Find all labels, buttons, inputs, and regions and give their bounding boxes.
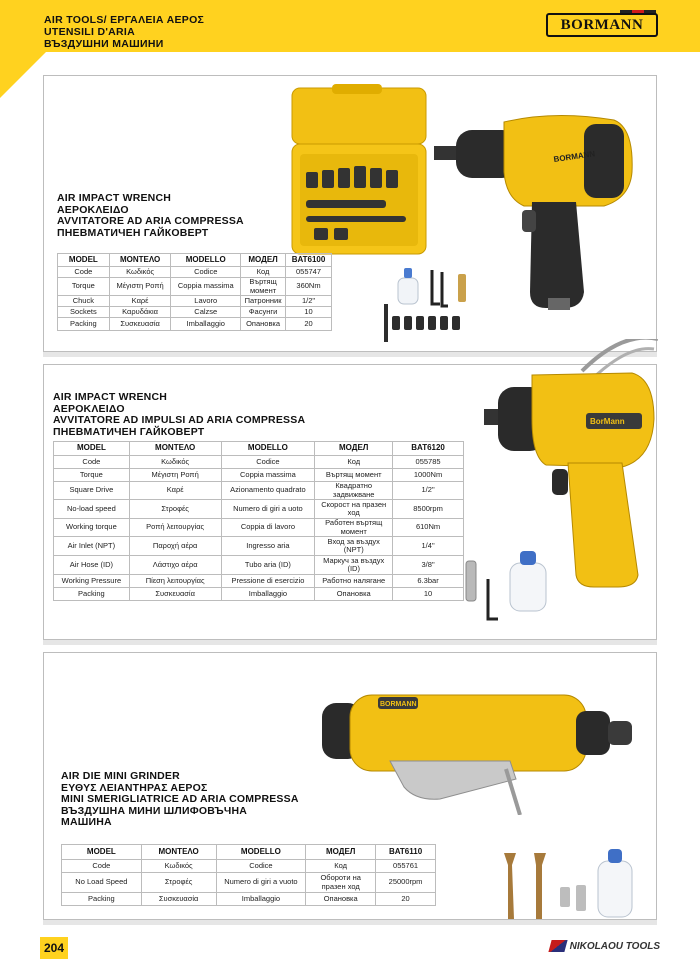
spec-row — [54, 519, 464, 537]
title-line-it: AVVITATORE AD IMPULSI AD ARIA COMPRESSA — [53, 414, 306, 426]
spec-cell: Работен въртящ момент — [315, 519, 393, 537]
spec-cell: Καρέ — [109, 296, 171, 307]
spec-header-cell: ΜΟΝΤΕΛΟ — [129, 442, 221, 456]
spec-cell: Packing — [54, 588, 130, 601]
spec-cell: 610Nm — [393, 519, 464, 537]
spec-cell: Ροπή λειτουργίας — [129, 519, 221, 537]
spec-cell: Κωδικός — [109, 267, 171, 278]
spec-cell: Ingresso aria — [221, 537, 315, 556]
spec-cell: Coppia massima — [221, 469, 315, 482]
spec-cell: Код — [241, 267, 286, 278]
spec-cell: 055785 — [393, 456, 464, 469]
spec-cell: Патронник — [241, 296, 286, 307]
spec-row — [54, 456, 464, 469]
spec-cell: Вход за въздух (NPT) — [315, 537, 393, 556]
title-line-el: ΑΕΡΟΚΛΕΙΔΟ — [57, 203, 129, 216]
spec-cell: Imballaggio — [171, 318, 241, 331]
spec-cell: Στροφές — [129, 500, 221, 519]
accessories-oil-bottle-hex-keys-sockets — [382, 266, 494, 346]
spec-header-cell: MODEL — [54, 442, 130, 456]
spec-cell: Καρέ — [129, 482, 221, 500]
spec-cell: Κωδικός — [141, 860, 216, 873]
spec-cell: Torque — [54, 469, 130, 482]
title-line-bg: ПНЕВМАТИЧЕН ГАЙКОВЕРТ — [57, 226, 209, 239]
spec-cell: Λάστιχο αέρα — [129, 556, 221, 575]
spec-row — [58, 318, 332, 331]
spec-cell: 25000rpm — [376, 873, 436, 893]
spec-table-bat6100 — [57, 253, 332, 331]
spec-header-cell: МОДЕЛ — [306, 845, 376, 860]
spec-header-cell: МОДЕЛ — [315, 442, 393, 456]
product-title-bat6120 — [53, 392, 305, 438]
category-line-2: UTENSILI D'ARIA — [44, 26, 135, 38]
spec-cell: Azionamento quadrato — [221, 482, 315, 500]
title-line-it: MINI SMERIGLIATRICE AD ARIA COMPRESSA — [61, 793, 299, 805]
spec-cell: Код — [306, 860, 376, 873]
spec-table-bat6110 — [61, 844, 436, 906]
accessories-fitting-hex-key-oil-bottle — [462, 545, 552, 627]
spec-cell: Pressione di esercizio — [221, 575, 315, 588]
spec-cell: Работно налягане — [315, 575, 393, 588]
spec-header-row — [62, 845, 436, 860]
spec-row — [62, 860, 436, 873]
spec-row — [54, 537, 464, 556]
title-line-bg: ВЪЗДУШНА МИНИ ШЛИФОВЪЧНА — [61, 804, 248, 817]
spec-cell: Square Drive — [54, 482, 130, 500]
spec-cell: Опановка — [241, 318, 286, 331]
spec-cell: 20 — [376, 893, 436, 906]
spec-cell: Скорост на празен ход — [315, 500, 393, 519]
spec-cell: 10 — [286, 307, 332, 318]
category-line-3: ВЪЗДУШНИ МАШИНИ — [44, 38, 164, 50]
spec-header-cell: ΜΟΝΤΕΛΟ — [141, 845, 216, 860]
spec-cell: Опановка — [306, 893, 376, 906]
spec-cell: Air Inlet (NPT) — [54, 537, 130, 556]
spec-header-cell: MODELLO — [221, 442, 315, 456]
spec-cell: Фасунги — [241, 307, 286, 318]
spec-cell: Code — [54, 456, 130, 469]
spec-header-row — [58, 254, 332, 267]
spec-cell: Καρυδάκια — [109, 307, 171, 318]
spec-cell: 360Nm — [286, 278, 332, 296]
spec-cell: Πίεση λειτουργίας — [129, 575, 221, 588]
spec-header-cell: BAT6110 — [376, 845, 436, 860]
spec-cell: Παροχή αέρα — [129, 537, 221, 556]
spec-cell: Μέγιστη Ροπή — [109, 278, 171, 296]
spec-row — [58, 296, 332, 307]
accessories-wrenches-collets-oil-bottle — [496, 849, 636, 921]
spec-row — [62, 893, 436, 906]
spec-cell: Въртящ момент — [315, 469, 393, 482]
nikolaou-logo-mark — [548, 940, 567, 952]
category-line-1: AIR TOOLS/ ΕΡΓΑΛΕΙΑ ΑΕΡΟΣ — [44, 14, 205, 26]
spec-table-body — [62, 845, 436, 906]
spec-row — [62, 873, 436, 893]
spec-cell: Въртящ момент — [241, 278, 286, 296]
spec-cell: Working torque — [54, 519, 130, 537]
product-card-bat6120 — [43, 364, 657, 640]
spec-cell: 8500rpm — [393, 500, 464, 519]
title-line-bg-cont: МАШИНА — [61, 816, 112, 828]
spec-cell: Chuck — [58, 296, 110, 307]
spec-cell: Coppia massima — [171, 278, 241, 296]
spec-row — [58, 307, 332, 318]
spec-cell: Sockets — [58, 307, 110, 318]
spec-row — [54, 469, 464, 482]
spec-cell: Coppia di lavoro — [221, 519, 315, 537]
wrench1-brand-label: BORMANN — [553, 149, 596, 164]
spec-cell: 1/2" — [393, 482, 464, 500]
spec-cell: Маркуч за въздух (ID) — [315, 556, 393, 575]
title-line-el: ΕΥΘΥΣ ΛΕΙΑΝΤΗΡΑΣ ΑΕΡΟΣ — [61, 781, 208, 794]
spec-cell: Torque — [58, 278, 110, 296]
spec-cell: Συσκευασία — [141, 893, 216, 906]
spec-cell: Συσκευασία — [109, 318, 171, 331]
spec-cell: Μέγιστη Ροπή — [129, 469, 221, 482]
wrench2-brand-label: BorMann — [590, 417, 625, 426]
spec-header-cell: MODEL — [62, 845, 142, 860]
spec-cell: Air Hose (ID) — [54, 556, 130, 575]
product-card-bat6110 — [43, 652, 657, 920]
spec-header-cell: MODELLO — [216, 845, 306, 860]
title-line-bg: ПНЕВМАТИЧЕН ГАЙКОВЕРТ — [53, 425, 205, 438]
spec-row — [58, 267, 332, 278]
spec-cell: Numero di giri a uoto — [221, 500, 315, 519]
die-grinder-image — [320, 665, 650, 815]
title-line-en: AIR IMPACT WRENCH — [57, 192, 172, 204]
spec-cell: Working Pressure — [54, 575, 130, 588]
spec-table-bat6120 — [53, 441, 464, 601]
toolbox-with-sockets-image — [284, 82, 434, 260]
spec-cell: Обороти на празен ход — [306, 873, 376, 893]
spec-cell: 1000Nm — [393, 469, 464, 482]
spec-cell: 6.3bar — [393, 575, 464, 588]
spec-cell: Lavoro — [171, 296, 241, 307]
spec-cell: Imballaggio — [216, 893, 306, 906]
spec-cell: 20 — [286, 318, 332, 331]
spec-cell: Code — [58, 267, 110, 278]
spec-row — [54, 500, 464, 519]
spec-header-cell: MODEL — [58, 254, 110, 267]
spec-cell: Συσκευασία — [129, 588, 221, 601]
spec-row — [54, 588, 464, 601]
product-card-bat6100 — [43, 75, 657, 352]
product-title-bat6100 — [57, 193, 244, 239]
spec-row — [54, 575, 464, 588]
spec-table-body — [54, 442, 464, 601]
title-line-it: AVVITATORE AD ARIA COMPRESSA — [57, 215, 244, 227]
title-line-en: AIR IMPACT WRENCH — [53, 391, 168, 403]
spec-row — [54, 482, 464, 500]
spec-cell: 055747 — [286, 267, 332, 278]
spec-cell: 1/2" — [286, 296, 332, 307]
spec-table-body — [58, 254, 332, 331]
spec-cell: Codice — [171, 267, 241, 278]
spec-cell: Packing — [58, 318, 110, 331]
spec-cell: Codice — [221, 456, 315, 469]
spec-cell: 055761 — [376, 860, 436, 873]
spec-cell: 1/4" — [393, 537, 464, 556]
spec-cell: Στροφές — [141, 873, 216, 893]
spec-cell: No Load Speed — [62, 873, 142, 893]
spec-cell: Код — [315, 456, 393, 469]
spec-cell: Code — [62, 860, 142, 873]
spec-cell: 3/8" — [393, 556, 464, 575]
spec-header-cell: MODELLO — [171, 254, 241, 267]
spec-row — [58, 278, 332, 296]
grinder-brand-label: BORMANN — [380, 701, 417, 708]
product-title-bat6110 — [61, 771, 299, 829]
title-line-en: AIR DIE MINI GRINDER — [61, 770, 180, 782]
spec-cell: Опановка — [315, 588, 393, 601]
page-number: 204 — [40, 937, 68, 959]
bormann-logo: BORMANN — [546, 13, 658, 37]
spec-cell: Imballaggio — [221, 588, 315, 601]
footer-brand-label: NIKOLAOU TOOLS — [569, 940, 660, 952]
spec-cell: No-load speed — [54, 500, 130, 519]
title-line-el: ΑΕΡΟΚΛΕΙΔΟ — [53, 402, 125, 415]
spec-cell: Codice — [216, 860, 306, 873]
spec-cell: Tubo aria (ID) — [221, 556, 315, 575]
spec-header-cell: BAT6120 — [393, 442, 464, 456]
header-corner-decoration — [0, 52, 46, 98]
category-heading — [44, 14, 204, 50]
spec-cell: Numero di giri a vuoto — [216, 873, 306, 893]
spec-cell: Квадратно задвижване — [315, 482, 393, 500]
spec-cell: Calzse — [171, 307, 241, 318]
spec-header-cell: ΜΟΝΤΕΛΟ — [109, 254, 171, 267]
spec-cell: 10 — [393, 588, 464, 601]
spec-header-cell: МОДЕЛ — [241, 254, 286, 267]
spec-header-row — [54, 442, 464, 456]
spec-row — [54, 556, 464, 575]
spec-cell: Κωδικός — [129, 456, 221, 469]
spec-cell: Packing — [62, 893, 142, 906]
spec-header-cell: BAT6100 — [286, 254, 332, 267]
footer-brand — [550, 940, 660, 952]
